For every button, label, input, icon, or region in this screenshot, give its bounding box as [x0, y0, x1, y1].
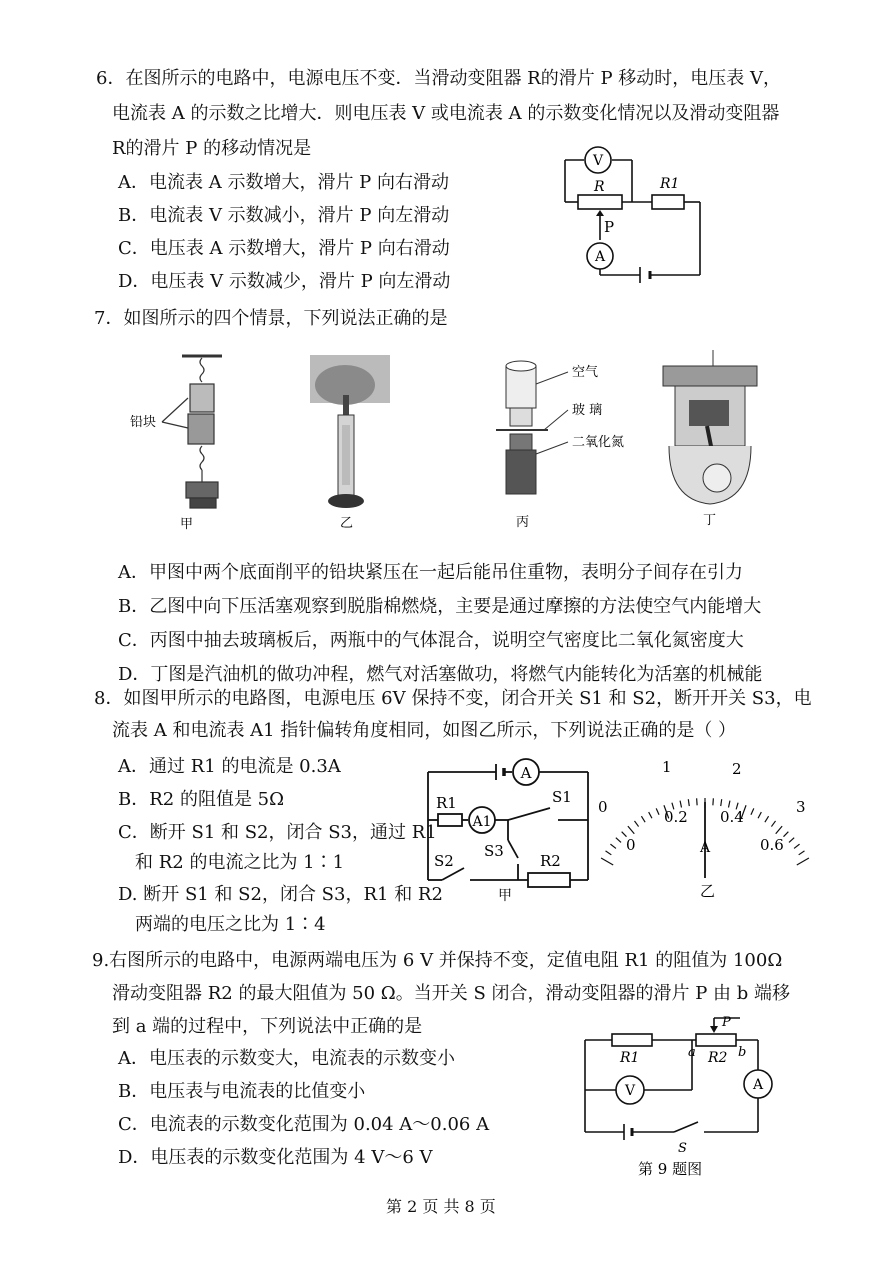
q7-no2-label: 二氧化氮 — [572, 435, 625, 450]
q8-s1-label: S1 — [552, 788, 572, 806]
q8-r2-label: R2 — [540, 852, 561, 870]
q8-meter-tick — [794, 844, 800, 848]
q8-option-a: A．通过 R1 的电流是 0.3A — [118, 756, 341, 777]
q7-caption-bing: 丙 — [516, 515, 530, 530]
q8-option-b: B．R2 的阻值是 5Ω — [118, 789, 285, 810]
q7-stem: 7．如图所示的四个情景，下列说法正确的是 — [94, 308, 448, 329]
q8-option-d-line1: D. 断开 S1 和 S2，闭合 S3，R1 和 R2 — [118, 884, 443, 905]
q9-terminal-a-label: a — [688, 1045, 696, 1060]
q8-caption-yi: 乙 — [700, 882, 716, 900]
q8-meter-tick — [751, 808, 754, 814]
q8-meter-tick — [728, 801, 729, 808]
q8-meter-tick — [799, 851, 805, 855]
q6-option-b: B．电流表 V 示数减小，滑片 P 向左滑动 — [118, 205, 450, 226]
q8-meter-tick — [688, 799, 689, 806]
q8-s3-label: S3 — [484, 842, 504, 860]
q8-meter-bottom-tick-0: 0 — [626, 836, 636, 854]
q9-r2-label: R2 — [708, 1050, 728, 1066]
q8-stem-line1: 8．如图甲所示的电路图，电源电压 6V 保持不变，闭合开关 S1 和 S2，断开开关 S3，电 — [94, 688, 812, 709]
q6-r1-label: R1 — [660, 176, 680, 192]
q8-meter-bottom-tick-1: 0.2 — [664, 808, 688, 826]
q8-meter-tick — [721, 799, 722, 806]
q8-meter-tick — [680, 801, 681, 808]
q7-air-label: 空气 — [572, 365, 599, 380]
q9-ammeter-label: A — [752, 1077, 764, 1093]
q8-caption-jia: 甲 — [498, 888, 512, 904]
q6-option-c: C．电压表 A 示数增大，滑片 P 向右滑动 — [118, 238, 450, 259]
q8-meter-tick — [628, 826, 634, 834]
q8-meter-top-tick-3: 3 — [796, 798, 806, 816]
q8-meter-bottom-tick-3: 0.6 — [760, 836, 784, 854]
q8-option-d-line2: 两端的电压之比为 1∶4 — [135, 914, 326, 935]
q8-s2-label: S2 — [434, 852, 454, 870]
q9-r1-label: R1 — [620, 1050, 640, 1066]
q7-lead-block-label: 铅块 — [130, 415, 157, 430]
q8-r1-label: R1 — [436, 794, 457, 812]
q8-circuit-jia — [418, 760, 598, 910]
q7-fig-bing-diffusion — [488, 358, 628, 533]
q8-meter-unit: A — [700, 840, 711, 856]
q6-stem-line1: 6．在图所示的电路中，电源电压不变．当滑动变阻器 R的滑片 P 移动时，电压表 V， — [96, 68, 781, 89]
q9-option-b: B．电压表与电流表的比值变小 — [118, 1081, 366, 1102]
q8-meter-top-tick-0: 0 — [598, 798, 608, 816]
q6-r-label: R — [594, 179, 605, 195]
q8-ammeter-dial-yi — [590, 758, 820, 908]
q7-fig-jia-lead-blocks — [130, 352, 250, 532]
q8-ammeter-a1-label: A1 — [472, 814, 492, 830]
q9-stem-line1: 9.右图所示的电路中，电源两端电压为 6 V 并保持不变，定值电阻 R1 的阻值为 100Ω — [92, 950, 783, 971]
q8-meter-top-tick-2: 2 — [732, 760, 742, 778]
q9-figure-caption: 第 9 题图 — [638, 1160, 703, 1178]
q7-fig-yi-piston — [300, 355, 390, 533]
q7-caption-jia: 甲 — [180, 517, 194, 532]
q8-meter-tick — [641, 816, 645, 822]
q8-meter-tick — [783, 832, 788, 837]
q9-voltmeter-label: V — [624, 1083, 636, 1099]
q9-slider-p-label: P — [722, 1015, 731, 1030]
q8-option-c-line1: C．断开 S1 和 S2，闭合 S3，通过 R1 — [118, 822, 437, 843]
q6-stem-line2: 电流表 A 的示数之比增大．则电压表 V 或电流表 A 的示数变化情况以及滑动变阻器 — [112, 103, 780, 124]
q8-meter-tick — [656, 808, 659, 814]
q7-glass-label: 玻 璃 — [572, 403, 603, 418]
q8-meter-tick — [758, 812, 761, 818]
q7-option-b: B．乙图中向下压活塞观察到脱脂棉燃烧，主要是通过摩擦的方法使空气内能增大 — [118, 596, 762, 617]
q6-option-d: D．电压表 V 示数减少，滑片 P 向左滑动 — [118, 271, 451, 292]
q9-option-a: A．电压表的示数变大，电流表的示数变小 — [118, 1048, 455, 1069]
q8-meter-tick — [606, 851, 612, 855]
q7-caption-ding: 丁 — [703, 513, 717, 528]
q9-stem-line3: 到 a 端的过程中，下列说法中正确的是 — [112, 1016, 423, 1037]
q6-circuit-diagram — [560, 140, 710, 290]
q8-meter-tick — [649, 812, 652, 818]
q7-fig-ding-engine — [655, 348, 765, 528]
q8-meter-tick — [610, 844, 616, 848]
q8-meter-bottom-tick-2: 0.4 — [720, 808, 744, 826]
q6-voltmeter-label: V — [592, 153, 604, 169]
q8-meter-tick — [776, 826, 782, 834]
q8-meter-tick — [771, 821, 775, 827]
q8-meter-tick — [616, 838, 621, 843]
q8-stem-line2: 流表 A 和电流表 A1 指针偏转角度相同，如图乙所示，下列说法正确的是（ ） — [112, 720, 737, 741]
q6-slider-p-label: P — [604, 218, 615, 236]
q6-option-a: A．电流表 A 示数增大，滑片 P 向右滑动 — [118, 172, 449, 193]
q7-option-a: A．甲图中两个底面削平的铅块紧压在一起后能吊住重物，表明分子间存在引力 — [118, 562, 743, 583]
q8-meter-tick — [789, 838, 794, 843]
q8-meter-top-tick-1: 1 — [662, 758, 672, 776]
q8-meter-tick — [797, 858, 809, 865]
q7-caption-yi: 乙 — [340, 516, 354, 531]
q9-circuit-diagram — [580, 1012, 790, 1182]
q7-option-d: D．丁图是汽油机的做功冲程，燃气对活塞做功，将燃气内能转化为活塞的机械能 — [118, 664, 763, 685]
q8-meter-tick — [634, 821, 638, 827]
q9-option-c: C．电流表的示数变化范围为 0.04 A～0.06 A — [118, 1114, 490, 1135]
q9-switch-s-label: S — [678, 1141, 687, 1156]
q9-terminal-b-label: b — [738, 1045, 747, 1060]
q8-meter-tick — [765, 816, 769, 822]
q9-stem-line2: 滑动变阻器 R2 的最大阻值为 50 Ω。当开关 S 闭合，滑动变阻器的滑片 P 由 b 端移 — [112, 983, 791, 1004]
q6-ammeter-label: A — [594, 249, 606, 265]
q7-option-c: C．丙图中抽去玻璃板后，两瓶中的气体混合，说明空气密度比二氧化氮密度大 — [118, 630, 744, 651]
q8-ammeter-a-label: A — [520, 764, 532, 782]
q8-option-c-line2: 和 R2 的电流之比为 1∶1 — [135, 852, 345, 873]
q9-option-d: D．电压表的示数变化范围为 4 V～6 V — [118, 1147, 433, 1168]
page-footer: 第 2 页 共 8 页 — [386, 1197, 496, 1216]
q8-meter-tick — [601, 858, 613, 865]
q6-stem-line3: R的滑片 P 的移动情况是 — [112, 138, 312, 159]
